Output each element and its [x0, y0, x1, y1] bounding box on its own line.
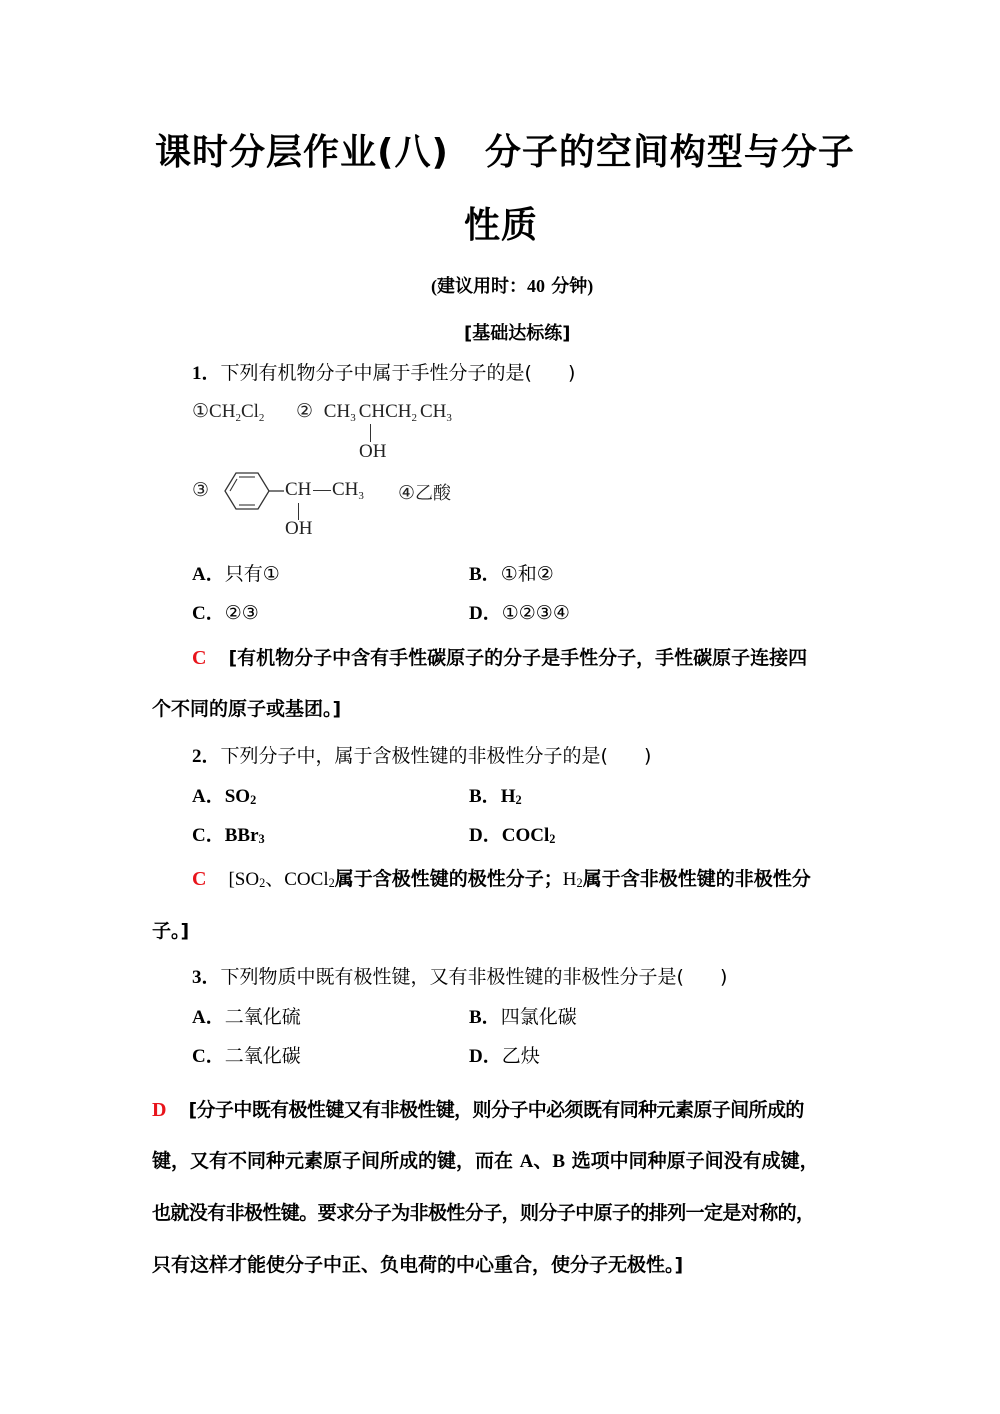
question-2-stem — [192, 741, 651, 768]
option-text: ①②③④ — [501, 602, 570, 624]
time-label: 建议用时： — [437, 276, 527, 297]
explanation-text: [SO — [228, 869, 260, 890]
option-text: SO — [224, 786, 251, 807]
option-text: 二氧化碳 — [224, 1045, 301, 1067]
benzene-ring-icon — [222, 470, 286, 512]
explanation-text: H — [562, 869, 577, 890]
question-text: 下列有机物分子中属于手性分子的是( — [220, 362, 532, 384]
option-text: 四氯化碳 — [500, 1006, 577, 1028]
explanation-text: 、COCl — [265, 869, 329, 890]
explanation-text: 属于含非极性键的非极性分 — [582, 868, 811, 890]
option-letter: D． — [469, 603, 502, 624]
page-title-line2: 性质 — [464, 205, 539, 246]
question-text: 下列分子中，属于含极性键的非极性分子的是( — [220, 745, 608, 767]
formula-sub: 2 — [258, 411, 265, 424]
title-part-b: 分子的空间构型与分子 — [484, 132, 855, 173]
structure-label: ① — [192, 401, 210, 422]
option-letter: B． — [469, 786, 501, 807]
formula-sub: 2 — [411, 411, 417, 424]
option-text: COCl — [501, 825, 550, 846]
question-number: 2． — [192, 746, 221, 767]
formula-sub: 3 — [446, 411, 452, 424]
question-text: 下列物质中既有极性键，又有非极性键的非极性分子是( — [220, 966, 684, 988]
option-letter: D． — [469, 1046, 502, 1067]
option-letter: D． — [469, 825, 502, 846]
option-a[interactable] — [192, 559, 280, 586]
question-1-stem — [192, 358, 575, 385]
formula-sub: 2 — [328, 875, 335, 890]
option-letter: A． — [192, 1007, 225, 1028]
formula-sub: 2 — [235, 411, 241, 424]
formula-sub: 2 — [515, 792, 522, 807]
explanation-text: [分子中既有极性键又有非极性键，则分子中必须既有同种元素原子间所成的 — [188, 1099, 804, 1121]
option-d[interactable] — [469, 1041, 540, 1068]
formula-sub: 3 — [358, 489, 364, 502]
formula-sub: 2 — [576, 875, 583, 890]
time-unit: 分钟 — [551, 276, 588, 297]
option-a[interactable] — [192, 781, 256, 808]
bond-line — [370, 424, 371, 442]
question-number: 3． — [192, 967, 221, 988]
suggested-time — [431, 272, 593, 298]
formula-sub: 2 — [549, 831, 556, 846]
answer-letter: C — [192, 647, 207, 669]
structure-4 — [398, 479, 451, 505]
formula-part: CHCH — [358, 401, 412, 422]
formula-sub: 3 — [258, 831, 265, 846]
answer-2 — [192, 864, 811, 891]
time-value: 40 — [527, 276, 545, 296]
page-title-line1 — [155, 124, 855, 175]
structure-label: ④ — [398, 483, 416, 504]
question-blank-close: ) — [643, 745, 652, 767]
answer-2-line2: 子。] — [152, 920, 190, 942]
option-text: 二氧化硫 — [224, 1006, 301, 1028]
option-text: BBr — [224, 825, 259, 846]
option-letter: A． — [192, 564, 225, 585]
option-letter: C． — [192, 1046, 225, 1067]
option-c[interactable] — [192, 1041, 301, 1068]
answer-3-line2 — [152, 1146, 819, 1173]
explanation-text: A、B — [519, 1151, 566, 1172]
option-b[interactable] — [469, 1002, 577, 1029]
option-text: ②③ — [224, 602, 259, 624]
structure-2 — [296, 400, 452, 423]
formula-sub: 2 — [259, 875, 266, 890]
structure-3-label: ③ — [192, 480, 210, 501]
option-text: ①和② — [500, 563, 554, 585]
option-b[interactable] — [469, 559, 554, 586]
paren-open: ( — [431, 276, 437, 296]
answer-1 — [192, 643, 807, 670]
option-text: 乙炔 — [501, 1045, 540, 1067]
formula-part: CH — [332, 479, 359, 500]
answer-letter: D — [152, 1099, 167, 1121]
structure-label: ② — [296, 401, 314, 422]
option-c[interactable] — [192, 820, 265, 847]
explanation-text: [有机物分子中含有手性碳原子的分子是手性分子，手性碳原子连接四 — [228, 647, 808, 669]
explanation-text: 属于含极性键的极性分子； — [334, 868, 563, 890]
option-text: 只有① — [224, 563, 280, 585]
answer-3-line4: 只有这样才能使分子中正、负电荷的中心重合，使分子无极性。] — [152, 1254, 684, 1276]
structure-3-ch: CH — [285, 479, 312, 500]
option-c[interactable] — [192, 598, 259, 625]
option-d[interactable] — [469, 820, 555, 847]
structure-3-ch3 — [332, 479, 364, 501]
answer-1-line2: 个不同的原子或基团。] — [152, 698, 342, 720]
option-letter: B． — [469, 564, 501, 585]
option-letter: C． — [192, 603, 225, 624]
title-part-a: 课时分层作业(八) — [155, 132, 449, 173]
question-number: 1． — [192, 363, 221, 384]
option-letter: C． — [192, 825, 225, 846]
question-blank-close: ) — [719, 966, 728, 988]
paren-close: ) — [587, 276, 594, 296]
answer-3-line3: 也就没有非极性键。要求分子为非极性分子，则分子中原子的排列一定是对称的， — [152, 1202, 815, 1224]
section-heading: [基础达标练] — [464, 323, 571, 344]
formula-part: Cl — [240, 401, 259, 422]
formula-sub: 2 — [250, 792, 257, 807]
formula-part: CH — [323, 401, 351, 422]
explanation-text: 键，又有不同种元素原子间所成的键，而在 — [152, 1150, 514, 1172]
option-d[interactable] — [469, 598, 570, 625]
structure-1 — [192, 400, 264, 423]
option-letter: A． — [192, 786, 225, 807]
bond-line — [313, 490, 331, 491]
formula-part: CH — [420, 401, 447, 422]
formula-sub: 3 — [350, 411, 356, 424]
explanation-text: 选项中同种原子间没有成键， — [571, 1150, 819, 1172]
structure-3-oh: OH — [285, 518, 313, 539]
question-blank-close: ) — [567, 362, 576, 384]
option-b[interactable] — [469, 781, 522, 808]
structure-2-oh: OH — [359, 441, 387, 462]
option-letter: B． — [469, 1007, 501, 1028]
answer-letter: C — [192, 868, 207, 890]
option-text: H — [500, 786, 516, 807]
answer-3 — [152, 1095, 804, 1122]
question-3-stem — [192, 962, 727, 989]
formula-part: CH — [209, 401, 236, 422]
option-a[interactable] — [192, 1002, 301, 1029]
structure-name: 乙酸 — [415, 483, 452, 504]
